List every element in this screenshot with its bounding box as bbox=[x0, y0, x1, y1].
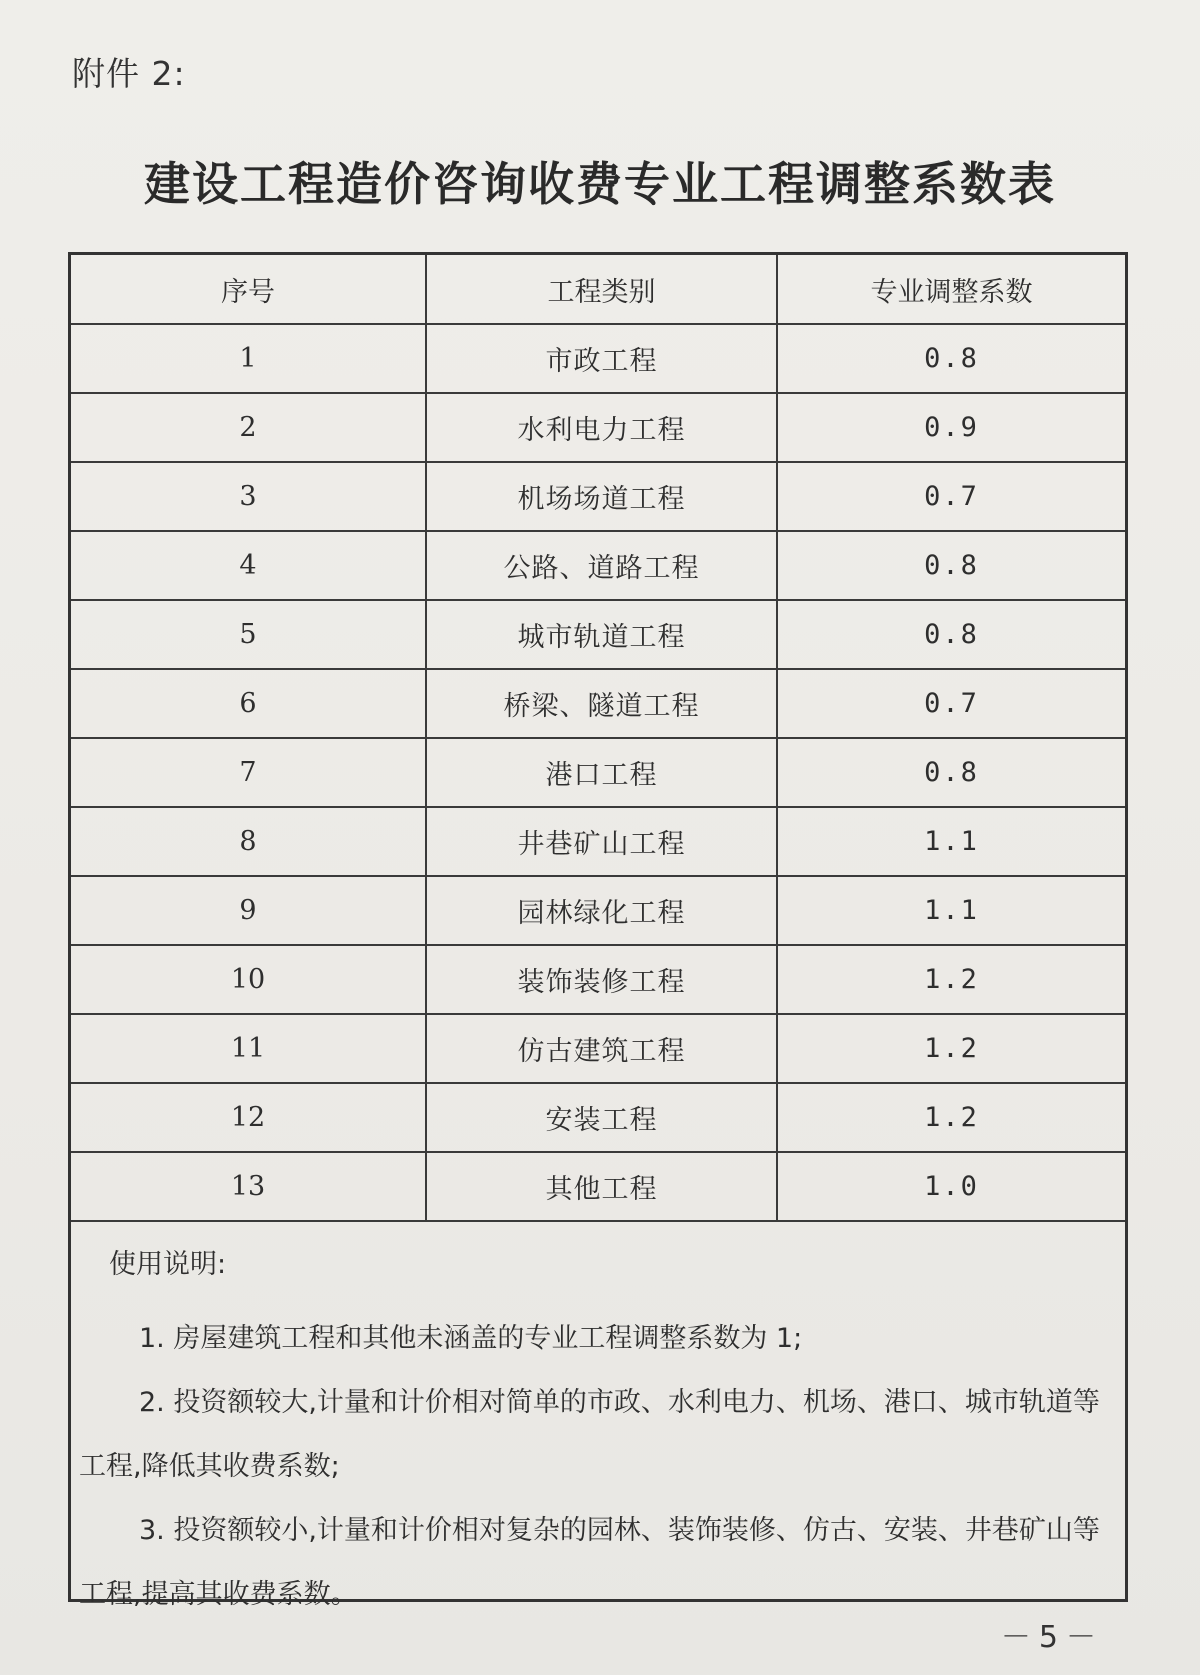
note-item-2 bbox=[79, 1371, 1117, 1499]
row-category: 水利电力工程 bbox=[426, 393, 777, 462]
row-category: 港口工程 bbox=[426, 738, 777, 807]
coefficient-table-frame bbox=[68, 252, 1128, 1610]
row-index: 2 bbox=[71, 393, 426, 462]
note-line-continued: 工程,降低其收费系数; bbox=[79, 1451, 340, 1482]
header-coefficient: 专业调整系数 bbox=[777, 255, 1125, 324]
note-line: 3. 投资额较小,计量和计价相对复杂的园林、装饰装修、仿古、安装、井巷矿山等 bbox=[139, 1515, 1100, 1546]
row-category: 井巷矿山工程 bbox=[426, 807, 777, 876]
row-index: 1 bbox=[71, 324, 426, 393]
table-row bbox=[71, 1014, 1125, 1083]
table-body bbox=[71, 324, 1125, 1221]
row-coefficient: 0.8 bbox=[777, 600, 1125, 669]
table-row bbox=[71, 1152, 1125, 1221]
row-category: 装饰装修工程 bbox=[426, 945, 777, 1014]
document-title: 建设工程造价咨询收费专业工程调整系数表 bbox=[144, 157, 1056, 211]
table-row bbox=[71, 393, 1125, 462]
usage-notes-title: 使用说明: bbox=[109, 1249, 227, 1280]
header-index: 序号 bbox=[71, 255, 426, 324]
table-row bbox=[71, 531, 1125, 600]
row-category: 仿古建筑工程 bbox=[426, 1014, 777, 1083]
note-item-1 bbox=[79, 1307, 1117, 1371]
row-index: 9 bbox=[71, 876, 426, 945]
row-coefficient: 0.8 bbox=[777, 324, 1125, 393]
row-category: 市政工程 bbox=[426, 324, 777, 393]
row-category: 其他工程 bbox=[426, 1152, 777, 1221]
table-row bbox=[71, 1083, 1125, 1152]
table-row bbox=[71, 738, 1125, 807]
row-index: 13 bbox=[71, 1152, 426, 1221]
note-line: 1. 房屋建筑工程和其他未涵盖的专业工程调整系数为 1; bbox=[139, 1323, 803, 1354]
row-index: 4 bbox=[71, 531, 426, 600]
table-row bbox=[71, 876, 1125, 945]
table-row bbox=[71, 945, 1125, 1014]
row-coefficient: 1.1 bbox=[777, 876, 1125, 945]
row-coefficient: 0.8 bbox=[777, 738, 1125, 807]
table-row bbox=[71, 669, 1125, 738]
table-row bbox=[71, 807, 1125, 876]
row-category: 园林绿化工程 bbox=[426, 876, 777, 945]
row-coefficient: 1.2 bbox=[777, 1014, 1125, 1083]
row-coefficient: 1.1 bbox=[777, 807, 1125, 876]
row-index: 7 bbox=[71, 738, 426, 807]
page-number: －5－ bbox=[1000, 1620, 1104, 1655]
row-index: 6 bbox=[71, 669, 426, 738]
attachment-label: 附件 2: bbox=[72, 54, 186, 93]
header-category: 工程类别 bbox=[426, 255, 777, 324]
note-line: 2. 投资额较大,计量和计价相对简单的市政、水利电力、机场、港口、城市轨道等 bbox=[139, 1387, 1100, 1418]
table-row bbox=[71, 324, 1125, 393]
row-coefficient: 0.9 bbox=[777, 393, 1125, 462]
row-category: 公路、道路工程 bbox=[426, 531, 777, 600]
row-category: 机场场道工程 bbox=[426, 462, 777, 531]
row-coefficient: 0.7 bbox=[777, 669, 1125, 738]
row-category: 城市轨道工程 bbox=[426, 600, 777, 669]
row-coefficient: 1.2 bbox=[777, 1083, 1125, 1152]
row-coefficient: 1.0 bbox=[777, 1152, 1125, 1221]
row-index: 11 bbox=[71, 1014, 426, 1083]
coefficient-table bbox=[71, 255, 1125, 1222]
row-index: 3 bbox=[71, 462, 426, 531]
row-index: 12 bbox=[71, 1083, 426, 1152]
row-coefficient: 1.2 bbox=[777, 945, 1125, 1014]
row-index: 10 bbox=[71, 945, 426, 1014]
note-item-3 bbox=[79, 1499, 1117, 1627]
row-coefficient: 0.8 bbox=[777, 531, 1125, 600]
row-category: 安装工程 bbox=[426, 1083, 777, 1152]
table-row bbox=[71, 462, 1125, 531]
row-index: 8 bbox=[71, 807, 426, 876]
row-coefficient: 0.7 bbox=[777, 462, 1125, 531]
usage-notes bbox=[71, 1222, 1125, 1627]
row-index: 5 bbox=[71, 600, 426, 669]
row-category: 桥梁、隧道工程 bbox=[426, 669, 777, 738]
table-row bbox=[71, 600, 1125, 669]
note-line-continued: 工程,提高其收费系数。 bbox=[79, 1579, 358, 1610]
table-header-row bbox=[71, 255, 1125, 324]
